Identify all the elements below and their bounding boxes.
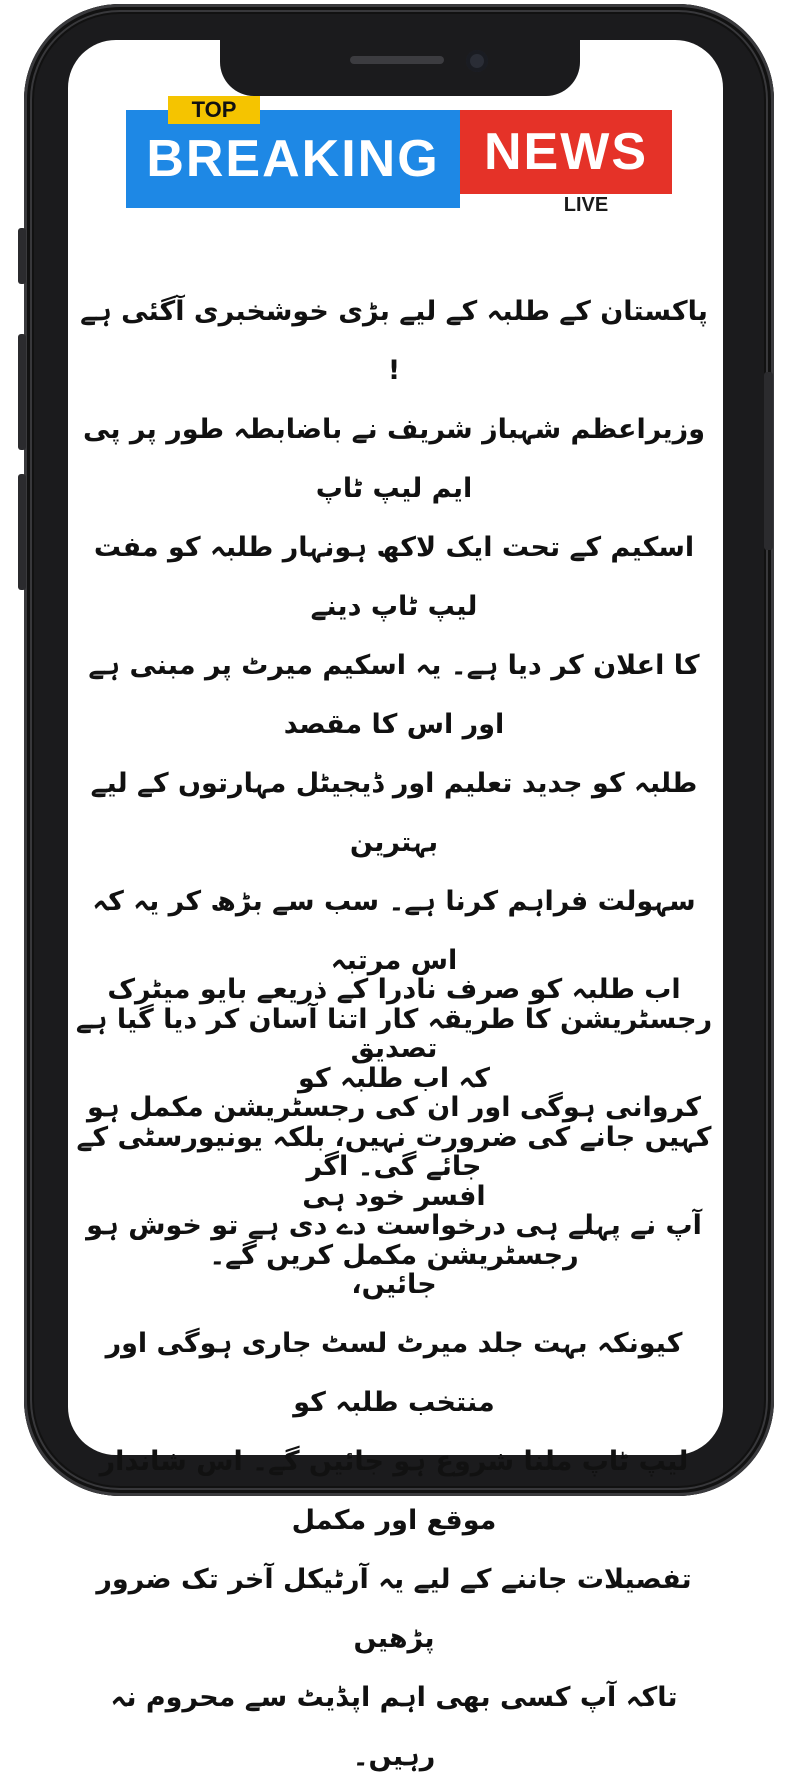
article-line: کیونکہ بہت جلد میرٹ لسٹ جاری ہوگی اور منتخب طلبہ کو [105, 1328, 683, 1418]
article-line: رجسٹریشن کا طریقہ کار اتنا آسان کر دیا گیا ہے کہ اب طلبہ کو [75, 1004, 713, 1094]
article-paragraph-2 [74, 960, 714, 1786]
article-line: لیپ ٹاپ ملنا شروع ہو جائیں گے۔ اس شاندار موقع اور مکمل [99, 1446, 689, 1536]
article-line: تفصیلات جاننے کے لیے یہ آرٹیکل آخر تک ضرور پڑھیں [96, 1564, 692, 1654]
top-label: TOP [168, 96, 260, 124]
article-line: اب طلبہ کو صرف نادرا کے ذریعے بایو میٹرک تصدیق [107, 974, 681, 1064]
news-label: NEWS [460, 110, 672, 194]
article-line: تاکہ آپ کسی بھی اہم اپڈیٹ سے محروم نہ رہیں۔ [110, 1682, 678, 1772]
phone-notch [220, 40, 580, 96]
mute-switch [18, 228, 26, 284]
speaker-grille [350, 56, 444, 64]
article-line: پاکستان کے طلبہ کے لیے بڑی خوشخبری آگئی ہے ! [80, 296, 708, 386]
front-camera-icon [466, 50, 488, 72]
breaking-label: BREAKING [126, 110, 460, 208]
article-line: کروانی ہوگی اور ان کی رجسٹریشن مکمل ہو جائے گی۔ اگر [86, 1092, 702, 1182]
live-label: LIVE [538, 194, 634, 216]
article-line: کا اعلان کر دیا ہے۔ یہ اسکیم میرٹ پر مبنی ہے اور اس کا مقصد [88, 650, 700, 740]
article-line: سہولت فراہم کرنا ہے۔ سب سے بڑھ کر یہ کہ اس مرتبہ [92, 886, 696, 976]
article-line: آپ نے پہلے ہی درخواست دے دی ہے تو خوش ہو جائیں، [86, 1210, 702, 1300]
article-line: وزیراعظم شہباز شریف نے باضابطہ طور پر پی ایم لیپ ٹاپ [83, 414, 705, 504]
breaking-news-banner [126, 96, 672, 214]
volume-down-button [18, 474, 26, 590]
article-line: رجسٹریشن مکمل کریں گے۔ [209, 1240, 579, 1271]
article-line: طلبہ کو جدید تعلیم اور ڈیجیٹل مہارتوں کے لیے بہترین [90, 768, 698, 858]
power-button [764, 372, 773, 550]
article-line: اسکیم کے تحت ایک لاکھ ہونہار طلبہ کو مفت لیپ ٹاپ دینے [93, 532, 695, 622]
article-line: کہیں جانے کی ضرورت نہیں، بلکہ یونیورسٹی کے افسر خود ہی [76, 1122, 712, 1212]
volume-up-button [18, 334, 26, 450]
